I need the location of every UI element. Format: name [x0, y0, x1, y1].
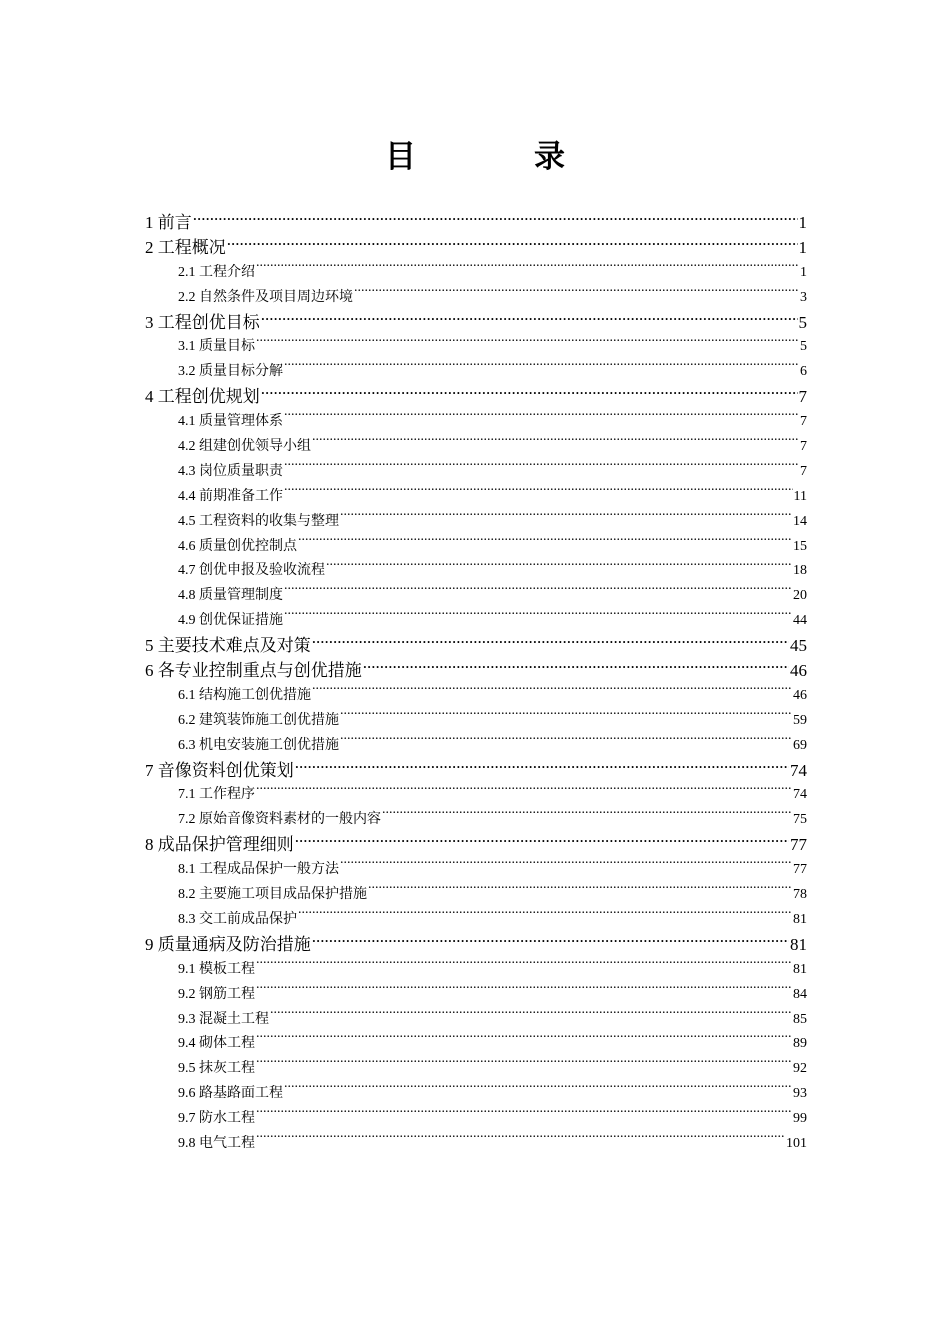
toc-dot-leader: [227, 236, 798, 253]
toc-dot-leader: [298, 536, 792, 550]
toc-entry-label: 4.6 质量创优控制点: [178, 538, 297, 554]
toc-section-entry[interactable]: [145, 908, 807, 933]
toc-dot-leader: [256, 784, 792, 798]
toc-dot-leader: [256, 984, 792, 998]
toc-section-entry[interactable]: [145, 261, 807, 286]
toc-page-number: 5: [798, 312, 807, 332]
toc-entry-label: 4.7 创优申报及验收流程: [178, 563, 325, 579]
toc-dot-leader: [261, 311, 798, 328]
toc-section-entry[interactable]: [145, 983, 807, 1008]
toc-page-number: 1: [798, 213, 807, 232]
toc-dot-leader: [295, 833, 789, 850]
toc-page-number: 20: [793, 588, 807, 604]
toc-page-number: 5: [800, 339, 807, 355]
toc-section-entry[interactable]: [145, 559, 807, 584]
title-char-2: 录: [534, 138, 565, 175]
toc-entry-label: 3.2 质量目标分解: [178, 364, 283, 380]
toc-entry-label: 1 前言: [145, 213, 192, 232]
toc-dot-leader: [295, 759, 789, 776]
toc-page-number: 11: [793, 488, 807, 504]
toc-page-number: 7: [798, 387, 807, 407]
toc-dot-leader: [270, 1009, 792, 1023]
toc-page-number: 46: [790, 661, 807, 681]
toc-page-number: 7: [800, 414, 807, 430]
toc-page-number: 45: [790, 636, 807, 656]
toc-dot-leader: [340, 511, 792, 525]
toc-page-number: 78: [793, 887, 807, 903]
toc-dot-leader: [256, 959, 792, 973]
toc-dot-leader: [256, 262, 799, 276]
toc-dot-leader: [340, 859, 792, 873]
toc-chapter-entry[interactable]: [145, 211, 807, 236]
toc-section-entry[interactable]: [145, 1132, 807, 1157]
toc-entry-label: 2 工程概况: [145, 237, 226, 257]
toc-chapter-entry[interactable]: [145, 311, 807, 336]
toc-section-entry[interactable]: [145, 1032, 807, 1057]
toc-dot-leader: [256, 1058, 792, 1072]
toc-chapter-entry[interactable]: [145, 385, 807, 410]
toc-dot-leader: [298, 909, 792, 923]
page-title: [0, 128, 950, 178]
toc-entry-label: 7 音像资料创优策划: [145, 760, 294, 780]
toc-page-number: 81: [793, 911, 807, 927]
toc-entry-label: 8.3 交工前成品保护: [178, 911, 297, 927]
toc-chapter-entry[interactable]: [145, 833, 807, 858]
toc-page-number: 84: [793, 986, 807, 1002]
toc-page-number: 77: [793, 862, 807, 878]
toc-section-entry[interactable]: [145, 435, 807, 460]
toc-section-entry[interactable]: [145, 709, 807, 734]
toc-dot-leader: [284, 361, 799, 375]
toc-page-number: 46: [793, 687, 807, 703]
toc-page-number: 77: [790, 835, 807, 855]
toc-dot-leader: [312, 634, 789, 651]
toc-dot-leader: [261, 385, 798, 402]
toc-dot-leader: [312, 436, 799, 450]
toc-page-number: 74: [793, 787, 807, 803]
toc-page-number: 101: [786, 1135, 807, 1151]
toc-entry-label: 9.6 路基路面工程: [178, 1086, 283, 1102]
toc-page-number: 81: [793, 961, 807, 977]
toc-entry-label: 4.3 岗位质量职责: [178, 463, 283, 479]
toc-dot-leader: [340, 710, 792, 724]
toc-page-number: 6: [800, 364, 807, 380]
toc-section-entry[interactable]: [145, 410, 807, 435]
toc-section-entry[interactable]: [145, 510, 807, 535]
toc-section-entry[interactable]: [145, 684, 807, 709]
toc-entry-label: 5 主要技术难点及对策: [145, 636, 311, 656]
toc-entry-label: 3 工程创优目标: [145, 312, 260, 332]
toc-page-number: 85: [793, 1011, 807, 1027]
toc-entry-label: 4 工程创优规划: [145, 387, 260, 407]
toc-page-number: 7: [800, 463, 807, 479]
toc-chapter-entry[interactable]: [145, 759, 807, 784]
toc-dot-leader: [382, 809, 792, 823]
toc-page-number: 18: [793, 563, 807, 579]
toc-entry-label: 7.2 原始音像资料素材的一般内容: [178, 812, 381, 828]
toc-entry-label: 6.3 机电安装施工创优措施: [178, 737, 339, 753]
toc-section-entry[interactable]: [145, 883, 807, 908]
toc-chapter-entry[interactable]: [145, 933, 807, 958]
toc-entry-label: 3.1 质量目标: [178, 339, 255, 355]
toc-entry-label: 8 成品保护管理细则: [145, 835, 294, 855]
toc-page-number: 92: [793, 1061, 807, 1077]
toc-page-number: 81: [790, 934, 807, 954]
toc-entry-label: 9.5 抹灰工程: [178, 1061, 255, 1077]
toc-dot-leader: [354, 287, 799, 301]
toc-page-number: 7: [800, 439, 807, 455]
toc-dot-leader: [312, 933, 789, 950]
toc-entry-label: 9.8 电气工程: [178, 1135, 255, 1151]
toc-dot-leader: [284, 585, 792, 599]
toc-entry-label: 4.4 前期准备工作: [178, 488, 283, 504]
toc-section-entry[interactable]: [145, 335, 807, 360]
toc-section-entry[interactable]: [145, 783, 807, 808]
toc-entry-label: 4.9 创优保证措施: [178, 613, 283, 629]
toc-entry-label: 9.2 钢筋工程: [178, 986, 255, 1002]
toc-entry-label: 9.7 防水工程: [178, 1111, 255, 1127]
toc-page-number: 69: [793, 737, 807, 753]
toc-dot-leader: [284, 461, 799, 475]
toc-dot-leader: [284, 411, 799, 425]
toc-dot-leader: [284, 486, 793, 500]
toc-dot-leader: [326, 560, 792, 574]
toc-page-number: 14: [793, 513, 807, 529]
toc-entry-label: 8.1 工程成品保护一般方法: [178, 862, 339, 878]
toc-section-entry[interactable]: [145, 1082, 807, 1107]
toc-entry-label: 7.1 工作程序: [178, 787, 255, 803]
toc-dot-leader: [368, 884, 792, 898]
toc-dot-leader: [340, 735, 792, 749]
toc-dot-leader: [256, 336, 799, 350]
toc-section-entry[interactable]: [145, 360, 807, 385]
toc-section-entry[interactable]: [145, 808, 807, 833]
toc-section-entry[interactable]: [145, 485, 807, 510]
toc-section-entry[interactable]: [145, 734, 807, 759]
toc-entry-label: 6.2 建筑装饰施工创优措施: [178, 712, 339, 728]
toc-page-number: 93: [793, 1086, 807, 1102]
toc-section-entry[interactable]: [145, 1008, 807, 1033]
toc-page-number: 15: [793, 538, 807, 554]
toc-entry-label: 6.1 结构施工创优措施: [178, 687, 311, 703]
toc-entry-label: 4.1 质量管理体系: [178, 414, 283, 430]
toc-page-number: 44: [793, 613, 807, 629]
toc-chapter-entry[interactable]: [145, 659, 807, 684]
toc-page-number: 99: [793, 1111, 807, 1127]
toc-section-entry[interactable]: [145, 1057, 807, 1082]
toc-entry-label: 4.8 质量管理制度: [178, 588, 283, 604]
toc-page-number: 3: [800, 289, 807, 305]
toc-dot-leader: [284, 610, 792, 624]
toc-section-entry[interactable]: [145, 858, 807, 883]
toc-entry-label: 9.4 砌体工程: [178, 1036, 255, 1052]
toc-chapter-entry[interactable]: [145, 236, 807, 261]
toc-entry-label: 9.1 模板工程: [178, 961, 255, 977]
toc-section-entry[interactable]: [145, 1107, 807, 1132]
toc-section-entry[interactable]: [145, 609, 807, 634]
toc-dot-leader: [363, 659, 789, 676]
toc-page-number: 75: [793, 812, 807, 828]
toc-entry-label: 2.1 工程介绍: [178, 264, 255, 280]
toc-dot-leader: [193, 211, 798, 228]
toc-dot-leader: [284, 1083, 792, 1097]
toc-dot-leader: [256, 1108, 792, 1122]
toc-section-entry[interactable]: [145, 460, 807, 485]
table-of-contents: [145, 211, 807, 1157]
toc-page-number: 74: [790, 760, 807, 780]
toc-entry-label: 8.2 主要施工项目成品保护措施: [178, 887, 367, 903]
toc-dot-leader: [256, 1133, 785, 1147]
toc-section-entry[interactable]: [145, 584, 807, 609]
toc-page-number: 1: [800, 264, 807, 280]
toc-section-entry[interactable]: [145, 535, 807, 560]
toc-dot-leader: [312, 685, 792, 699]
toc-chapter-entry[interactable]: [145, 634, 807, 659]
toc-section-entry[interactable]: [145, 286, 807, 311]
toc-entry-label: 9 质量通病及防治措施: [145, 934, 311, 954]
toc-page-number: 59: [793, 712, 807, 728]
toc-section-entry[interactable]: [145, 958, 807, 983]
toc-dot-leader: [256, 1033, 792, 1047]
toc-entry-label: 2.2 自然条件及项目周边环境: [178, 289, 353, 305]
toc-entry-label: 6 各专业控制重点与创优措施: [145, 661, 362, 681]
toc-entry-label: 4.2 组建创优领导小组: [178, 439, 311, 455]
title-char-1: 目: [385, 138, 416, 175]
toc-entry-label: 4.5 工程资料的收集与整理: [178, 513, 339, 529]
toc-entry-label: 9.3 混凝土工程: [178, 1011, 269, 1027]
toc-page-number: 89: [793, 1036, 807, 1052]
toc-page-number: 1: [798, 237, 807, 257]
